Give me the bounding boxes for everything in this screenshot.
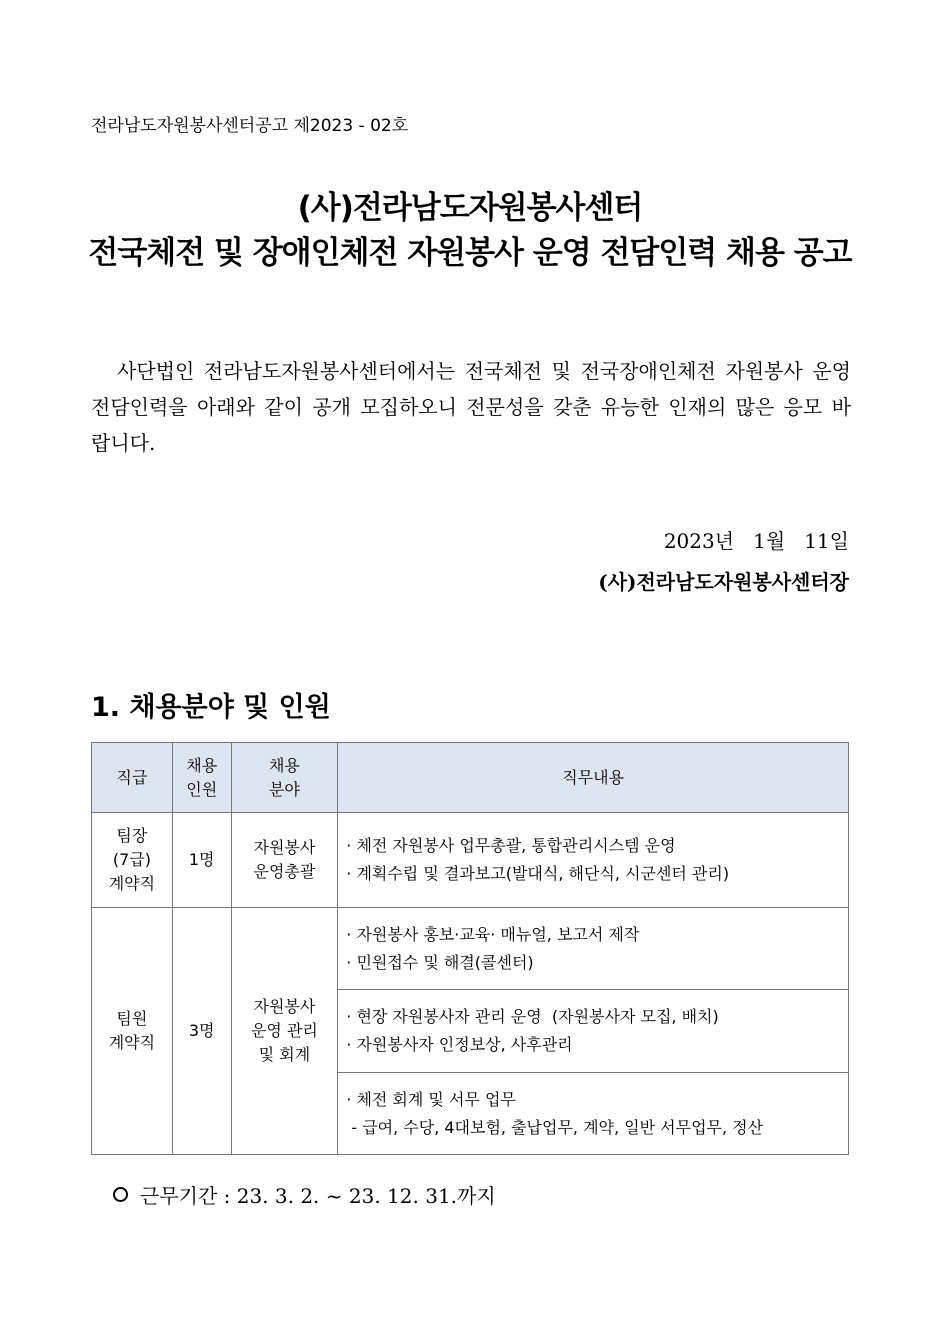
row2-duty-group1 — [338, 908, 849, 990]
recruitment-table — [91, 742, 849, 1155]
notice-number: 전라남도자원봉사센터공고 제2023 - 02호 — [91, 116, 409, 136]
header-grade: 직급 — [92, 743, 173, 813]
duty-line: · 자원봉사자 인정보상, 사후관리 — [346, 1035, 573, 1054]
row2-grade — [92, 908, 173, 1155]
row2-field — [231, 908, 338, 1155]
row2-field-line2: 운영 관리 — [250, 1021, 318, 1040]
header-count — [172, 743, 231, 813]
section-heading-recruitment: 1. 채용분야 및 인원 — [91, 692, 331, 723]
work-period-text: 근무기간 : 23. 3. 2. ~ 23. 12. 31.까지 — [140, 1184, 496, 1208]
duty-line: - 급여, 수당, 4대보험, 출납업무, 계약, 일반 서무업무, 정산 — [346, 1117, 764, 1137]
circle-bullet-icon — [113, 1187, 128, 1202]
duty-line: · 계획수립 및 결과보고(발대식, 해단식, 시군센터 관리) — [346, 864, 730, 883]
header-duty: 직무내용 — [338, 743, 849, 813]
header-count-line2: 인원 — [186, 779, 218, 799]
row2-grade-line1: 팀원 — [116, 1009, 148, 1028]
duty-line: · 체전 회계 및 서무 업무 — [346, 1089, 516, 1109]
row2-field-line1: 자원봉사 — [253, 997, 316, 1016]
header-field — [231, 743, 338, 813]
row1-field-line2: 운영총괄 — [253, 862, 316, 881]
row1-field-line1: 자원봉사 — [253, 838, 316, 857]
duty-line: · 자원봉사 홍보·교육· 매뉴얼, 보고서 제작 — [346, 924, 640, 944]
row1-grade-line1: 팀장 — [116, 826, 148, 845]
intro-paragraph: 사단법인 전라남도자원봉사센터에서는 전국체전 및 전국장애인체전 자원봉사 운영 전담인력을 아래와 같이 공개 모집하오니 전문성을 갖춘 유능한 인재의 많은 응모 바랍니다. — [91, 359, 851, 455]
table-row — [92, 813, 849, 908]
row2-grade-line2: 계약직 — [108, 1033, 156, 1052]
title-announcement: 전국체전 및 장애인체전 자원봉사 운영 전담인력 채용 공고 — [88, 235, 852, 271]
header-field-line2: 분야 — [268, 779, 300, 799]
row2-field-line3: 및 회계 — [258, 1045, 311, 1064]
announcement-date: 2023년 1월 11일 — [663, 529, 849, 553]
duty-line: · 현장 자원봉사자 관리 운영 (자원봉사자 모집, 배치) — [346, 1007, 719, 1026]
row2-count: 3명 — [172, 908, 231, 1155]
row1-field — [231, 813, 338, 908]
row2-duty-group3 — [338, 1073, 849, 1155]
duty-line: · 민원접수 및 해결(콜센터) — [346, 952, 534, 972]
row1-count: 1명 — [172, 813, 231, 908]
duty-line: · 체전 자원봉사 업무총괄, 통합관리시스템 운영 — [346, 836, 676, 855]
row1-duties — [338, 813, 849, 908]
header-field-line1: 채용 — [268, 755, 300, 775]
row1-grade-line2: (7급) — [112, 850, 151, 869]
title-organization: (사)전라남도자원봉사센터 — [297, 190, 643, 226]
work-period — [113, 1180, 496, 1209]
row1-grade-line3: 계약직 — [108, 874, 156, 893]
table-row — [92, 908, 849, 990]
row2-duty-group2 — [338, 990, 849, 1073]
header-count-line1: 채용 — [186, 755, 218, 775]
row1-grade — [92, 813, 173, 908]
issuer-name: (사)전라남도자원봉사센터장 — [598, 570, 849, 594]
table-header-row — [92, 743, 849, 813]
